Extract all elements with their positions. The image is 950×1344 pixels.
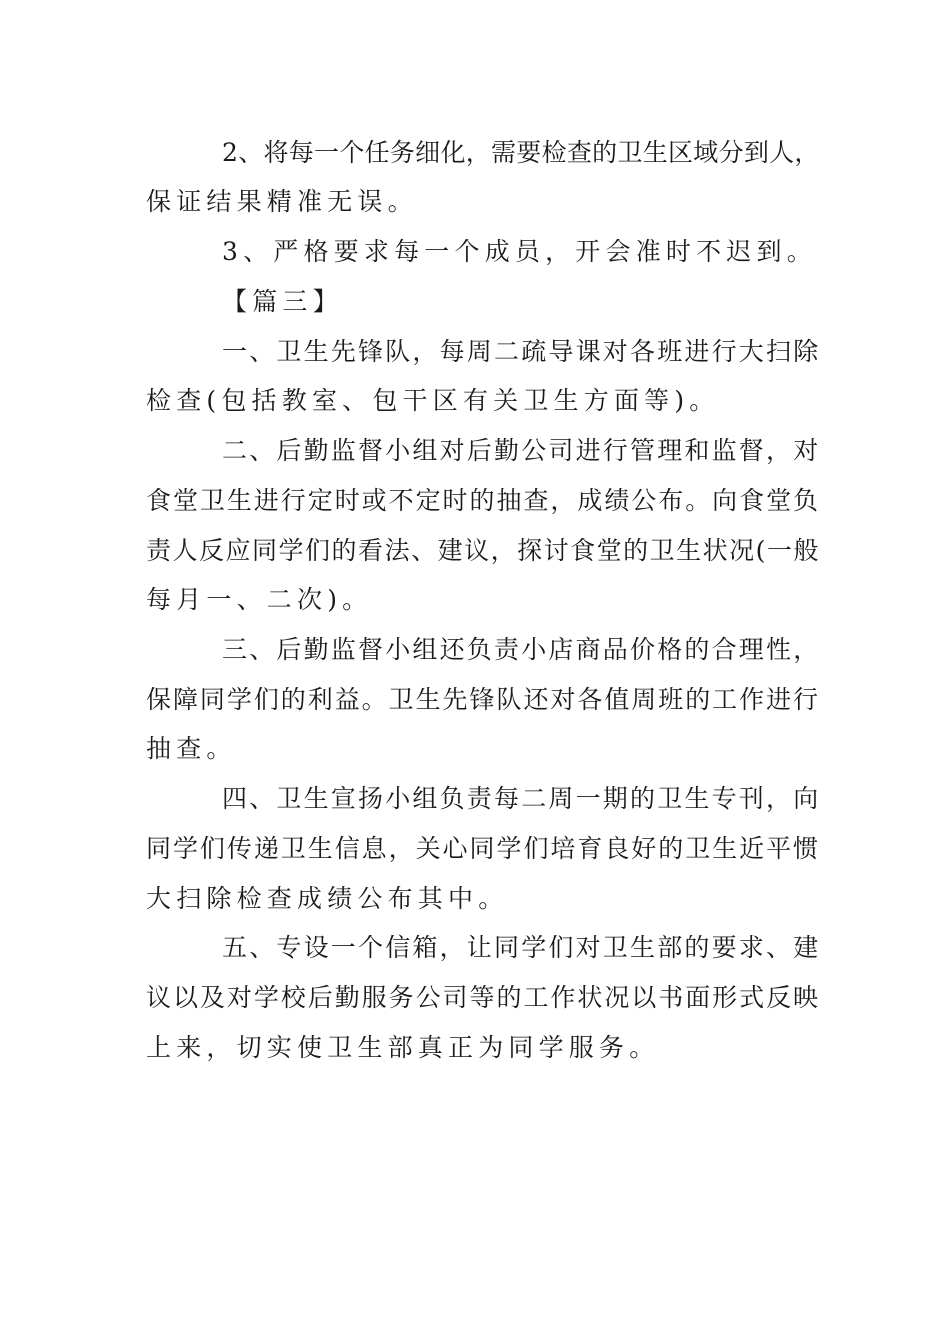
paragraph-line: 检查(包括教室、包干区有关卫生方面等)。 [146, 386, 720, 415]
paragraph-line: 3、严格要求每一个成员，开会准时不迟到。 [222, 237, 817, 266]
paragraph-line: 食堂卫生进行定时或不定时的抽查，成绩公布。向食堂负 [146, 486, 821, 515]
paragraph-line: 四、卫生宣扬小组负责每二周一期的卫生专刊，向 [222, 784, 821, 813]
paragraph-line: 保障同学们的利益。卫生先锋队还对各值周班的工作进行 [146, 685, 821, 714]
paragraph-line: 上来，切实使卫生部真正为同学服务。 [146, 1033, 660, 1062]
paragraph-line: 大扫除检查成绩公布其中。 [146, 884, 509, 913]
paragraph-line: 三、后勤监督小组还负责小店商品价格的合理性， [222, 635, 821, 664]
section-heading: 【篇三】 [222, 287, 343, 316]
paragraph-line: 二、后勤监督小组对后勤公司进行管理和监督，对 [222, 436, 821, 465]
paragraph-line: 同学们传递卫生信息，关心同学们培育良好的卫生近平惯 [146, 834, 821, 863]
paragraph-line: 责人反应同学们的看法、建议，探讨食堂的卫生状况(一般 [146, 536, 820, 565]
paragraph-line: 一、卫生先锋队，每周二疏导课对各班进行大扫除 [222, 337, 821, 366]
paragraph-line: 五、专设一个信箱，让同学们对卫生部的要求、建 [222, 933, 821, 962]
paragraph-line: 议以及对学校后勤服务公司等的工作状况以书面形式反映 [146, 983, 821, 1012]
paragraph-line: 每月一、二次)。 [146, 585, 373, 614]
paragraph-line: 保证结果精准无误。 [146, 187, 418, 216]
paragraph-line: 2、将每一个任务细化，需要检查的卫生区域分到人， [222, 138, 820, 167]
paragraph-line: 抽查。 [146, 734, 237, 763]
